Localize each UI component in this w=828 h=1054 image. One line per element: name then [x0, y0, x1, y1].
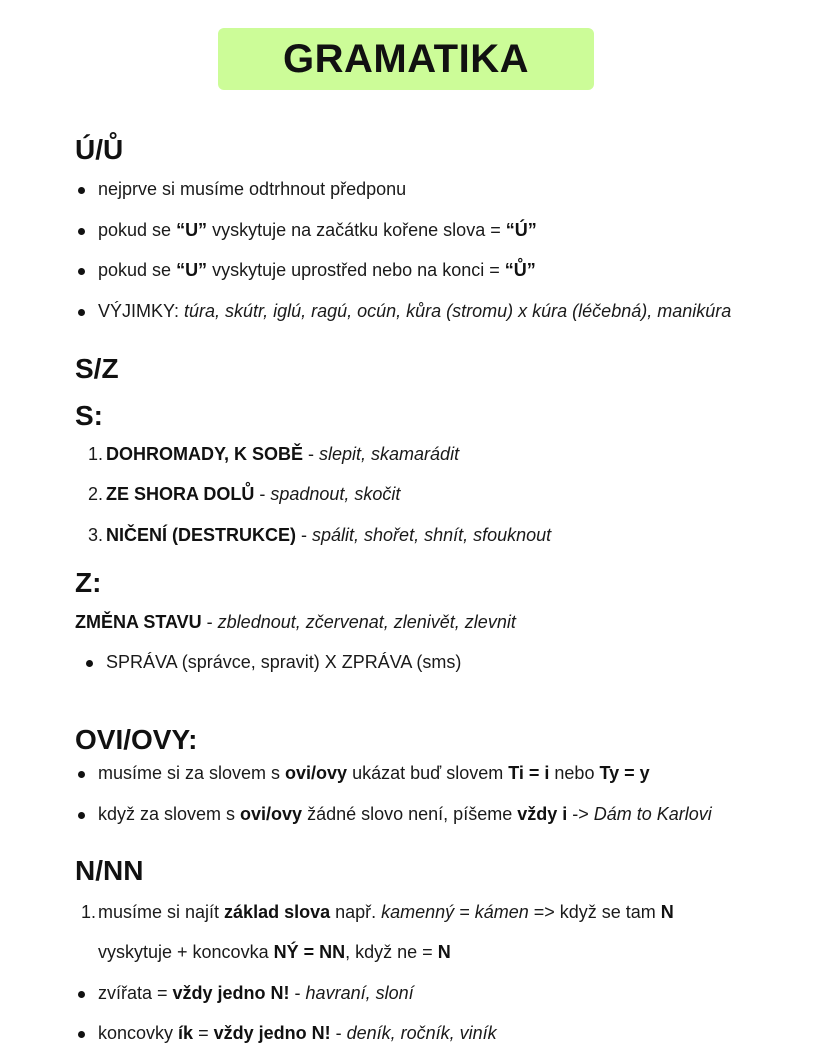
nn-bullet-2: koncovky ík = vždy jedno N! - deník, ročník, viník [98, 1023, 497, 1043]
heading-nn: N/NN [75, 855, 144, 886]
nn-bullet-1: zvířata = vždy jedno N! - havraní, sloní [98, 983, 414, 1003]
uu-exceptions: VÝJIMKY: túra, skútr, iglú, ragú, ocún, kůra (stromu) x kúra (léčebná), manikúra [98, 301, 732, 321]
ovi-bullet-1: musíme si za slovem s ovi/ovy ukázat buď slovem Ti = i nebo Ty = y [98, 763, 650, 783]
nn-item-1-cont: vyskytuje + koncovka NÝ = NN, když ne = N [98, 942, 451, 962]
list-number: 1. [81, 902, 97, 922]
bullet-dot [78, 991, 85, 998]
z-bullet: SPRÁVA (správce, spravit) X ZPRÁVA (sms) [106, 652, 462, 672]
heading-uu: Ú/Ů [75, 134, 124, 165]
s-item-3: NIČENÍ (DESTRUKCE) - spálit, shořet, shnít, sfouknout [106, 525, 552, 545]
nn-item-1: musíme si najít základ slova např. kamenný = kámen => když se tam N [98, 902, 674, 922]
bullet-dot [78, 228, 85, 235]
bullet-dot [86, 660, 93, 667]
list-number: 1. [88, 444, 104, 464]
heading-s: S: [75, 400, 103, 431]
title-banner [218, 28, 594, 90]
s-item-2: ZE SHORA DOLŮ - spadnout, skočit [106, 484, 401, 504]
list-number: 3. [88, 525, 104, 545]
bullet-dot [78, 771, 85, 778]
uu-bullet-2: pokud se “U” vyskytuje na začátku kořene slova = “Ú” [98, 220, 537, 240]
ovi-bullet-2: když za slovem s ovi/ovy žádné slovo není, píšeme vždy i -> Dám to Karlovi [98, 804, 712, 824]
z-line: ZMĚNA STAVU - zblednout, zčervenat, zlenivět, zlevnit [75, 612, 516, 632]
bullet-dot [78, 1031, 85, 1038]
bullet-dot [78, 268, 85, 275]
heading-ovi: OVI/OVY: [75, 724, 198, 755]
uu-bullet-1: nejprve si musíme odtrhnout předponu [98, 179, 407, 199]
uu-bullet-3: pokud se “U” vyskytuje uprostřed nebo na konci = “Ů” [98, 260, 536, 280]
list-number: 2. [88, 484, 104, 504]
page-title: GRAMATIKA [283, 36, 529, 81]
bullet-dot [78, 309, 85, 316]
heading-sz: S/Z [75, 353, 119, 384]
bullet-dot [78, 812, 85, 819]
bullet-dot [78, 187, 85, 194]
heading-z: Z: [75, 567, 102, 598]
s-item-1: DOHROMADY, K SOBĚ - slepit, skamarádit [106, 444, 460, 464]
